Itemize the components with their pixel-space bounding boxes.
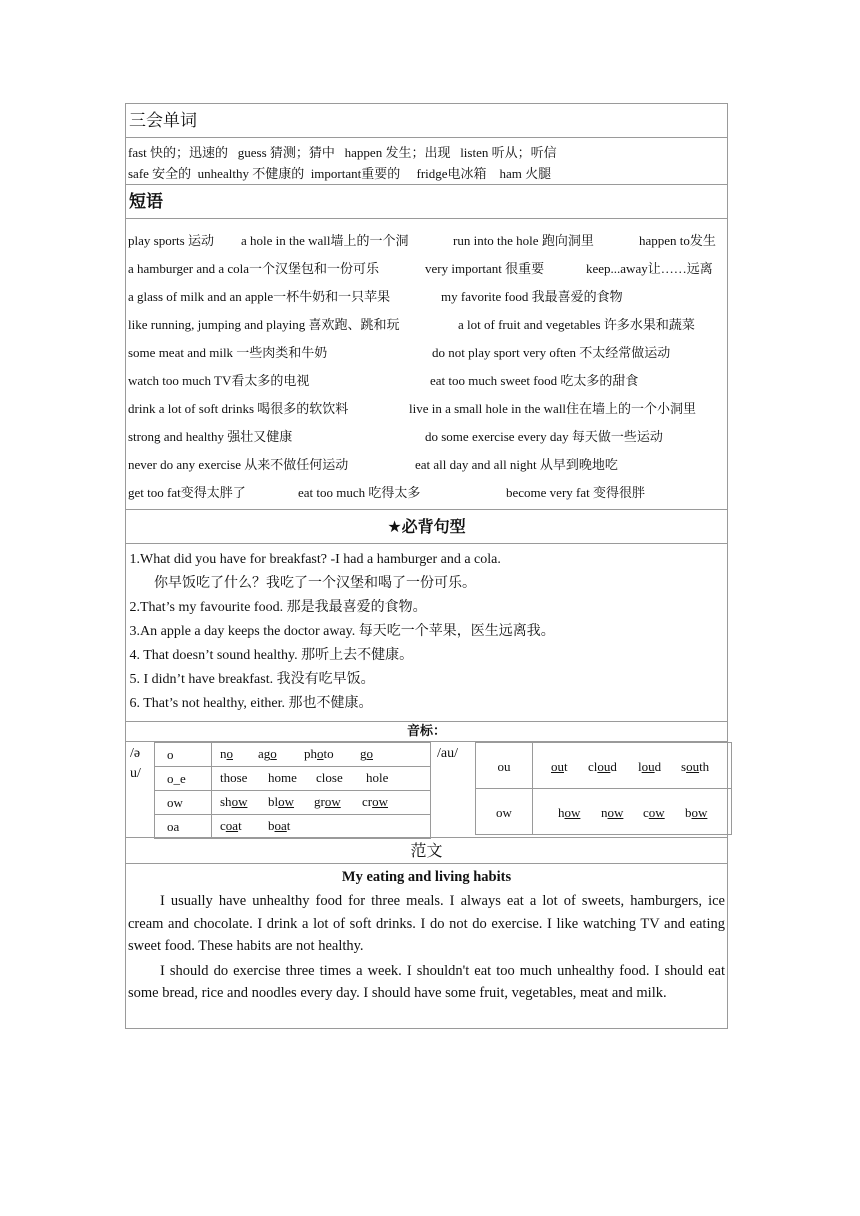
phrase-row [126, 311, 727, 339]
phonics-word-part: oa [274, 818, 287, 833]
phonics-word [551, 743, 568, 790]
phonics-words [532, 742, 732, 789]
phrase-item: eat too much 吃得太多 [298, 485, 421, 500]
phonics-word [681, 743, 709, 790]
phonics-word-part: ow [324, 794, 341, 809]
sentence-line: 1.What did you have for breakfast? -I had a hamburger and a cola. [126, 552, 501, 567]
phrase-item: very important 很重要 [425, 261, 545, 276]
phrase-item: eat too much sweet food 吃太多的甜食 [430, 373, 639, 388]
phonics-word-part: ow [564, 805, 581, 820]
phonics-word-part: s [681, 759, 687, 774]
phonics-word-part: ow [231, 794, 248, 809]
sentence-list [125, 543, 728, 721]
phonics-table [125, 741, 728, 837]
phonics-word-part: o [317, 746, 324, 761]
phrase-item: a lot of fruit and vegetables 许多水果和蔬菜 [458, 317, 695, 332]
phonics-word [220, 770, 247, 786]
phonics-sound-part: u/ [130, 766, 141, 781]
essay [125, 863, 728, 1029]
phonics-word [360, 746, 373, 762]
phrase-item: keep...away让……远离 [586, 261, 713, 276]
phonics-word-part: g [360, 746, 367, 761]
phonics-sound-au: /au/ [430, 742, 475, 838]
phonics-word [314, 794, 341, 810]
phrase-item: play sports 运动 [128, 233, 214, 248]
sentence-line: 5. I didn’t have breakfast. 我没有吃早饭。 [126, 672, 375, 687]
essay-title: My eating and living habits [341, 869, 512, 885]
phonics-word-part: d [654, 759, 662, 774]
phrase-row [126, 479, 727, 507]
phonics-word-part: sh [220, 794, 232, 809]
phonics-word-part: n [220, 746, 227, 761]
phonics-word-part: cr [362, 794, 373, 809]
phonics-word-part: ou [597, 759, 611, 774]
phonics-word-part: ow [648, 805, 665, 820]
phonics-word [601, 789, 623, 836]
essay-paragraph: I should do exercise three times a week. I shouldn't eat too much unhealthy food. I should eat some bread, rice and noodles every day. I should have some fruit, vegetables, meat and milk. [128, 962, 725, 1001]
phonics-word [268, 794, 294, 810]
phonics-word-part: oa [225, 818, 239, 833]
phonics-word-part: l [638, 759, 642, 774]
phrase-row [126, 255, 727, 283]
phrase-item: a hamburger and a cola一个汉堡包和一份可乐 [128, 261, 380, 276]
phonics-word-part: t [564, 759, 568, 774]
phonics-word-part: hole [366, 770, 389, 785]
phrase-item: become very fat 变得很胖 [506, 485, 645, 500]
phonics-word-part: ou [551, 759, 564, 774]
phrase-item: never do any exercise 从来不做任何运动 [128, 457, 349, 472]
phrase-item: happen to发生 [639, 233, 716, 248]
phrase-item: strong and healthy 强壮又健康 [128, 429, 293, 444]
vocab-line: fast 快的；迅速的 guess 猜测；猜中 happen 发生；出现 listen 听从；听信 [128, 145, 557, 160]
phonics-letters: oa [154, 814, 212, 839]
phonics-word-part: c [643, 805, 649, 820]
phrase-row [126, 367, 727, 395]
vocab-line: safe 安全的 unhealthy 不健康的 important重要的 fridge电冰箱 ham 火腿 [128, 166, 552, 181]
phrase-item: a glass of milk and an apple一杯牛奶和一只苹果 [128, 289, 391, 304]
phrase-item: watch too much TV看太多的电视 [128, 373, 310, 388]
phrase-item: live in a small hole in the wall住在墙上的一个小洞里 [409, 401, 697, 416]
phonics-words [532, 788, 732, 835]
phonics-word-part: ag [258, 746, 271, 761]
phonics-word-part: b [268, 818, 275, 833]
phonics-word-part: c [220, 818, 226, 833]
phonics-word-part: ou [686, 759, 700, 774]
phonics-word [220, 794, 247, 810]
phrase-row [126, 339, 727, 367]
phrase-item: my favorite food 我最喜爱的食物 [441, 289, 623, 304]
phrase-row [126, 227, 727, 255]
phonics-word-part: cl [588, 759, 598, 774]
phrase-item: drink a lot of soft drinks 喝很多的软饮料 [128, 401, 349, 416]
phonics-words [211, 814, 431, 839]
phonics-letters: ou [475, 742, 533, 789]
phrase-row [126, 395, 727, 423]
phrase-item: a hole in the wall墙上的一个洞 [241, 233, 409, 248]
phonics-word-part: ow [691, 805, 708, 820]
phonics-word-part: o [366, 746, 373, 761]
worksheet [125, 103, 728, 1029]
phrase-item: some meat and milk 一些肉类和牛奶 [128, 345, 328, 360]
phonics-word-part: ph [304, 746, 317, 761]
phonics-word [258, 746, 277, 762]
phonics-word-part: gr [314, 794, 325, 809]
phonics-sound-part: /ə [130, 746, 141, 761]
sentence-line: 6. That’s not healthy, either. 那也不健康。 [126, 696, 373, 711]
phrase-item: like running, jumping and playing 喜欢跑、跳和玩 [128, 317, 400, 332]
sentence-line: 你早饭吃了什么？我吃了一个汉堡和喝了一份可乐。 [126, 576, 476, 591]
phonics-word-part: bl [268, 794, 279, 809]
phonics-word-part: o [270, 746, 277, 761]
phonics-word [220, 818, 242, 834]
phonics-word-part: th [699, 759, 710, 774]
phonics-word-part: to [323, 746, 334, 761]
phrase-list [125, 218, 728, 509]
sentence-line: 2.That’s my favourite food. 那是我最喜爱的食物。 [126, 600, 427, 615]
phonics-word [638, 743, 661, 790]
phonics-words [211, 790, 431, 815]
essay-paragraph: I usually have unhealthy food for three meals. I always eat a lot of sweets, hamburgers, ice cream and chocolate. I drink a lot of soft drinks. I do not do exercise. I like watching TV and eating sweet food. These habits are not healthy. [128, 893, 725, 954]
phonics-word [588, 743, 617, 790]
phrase-item: run into the hole 跑向洞里 [453, 233, 594, 248]
phrase-item: eat all day and all night 从早到晚地吃 [415, 457, 618, 472]
phonics-word-part: those [220, 770, 248, 785]
phonics-letters: o [154, 742, 212, 767]
phonics-heading: 音标： [125, 721, 728, 741]
phonics-word [268, 818, 290, 834]
phonics-letters: ow [154, 790, 212, 815]
phrase-row [126, 283, 727, 311]
phonics-word [220, 746, 233, 762]
phonics-word [316, 770, 343, 786]
phonics-word-part: ow [372, 794, 388, 809]
vocab-list [125, 137, 728, 184]
phonics-word [366, 770, 388, 786]
phonics-word [268, 770, 297, 786]
phonics-words [211, 766, 431, 791]
phonics-word-part: home [268, 770, 297, 785]
phonics-word-part: h [558, 805, 565, 820]
phonics-word [643, 789, 665, 836]
phrase-item: do some exercise every day 每天做一些运动 [425, 429, 663, 444]
vocab-heading: 三会单词 [125, 103, 728, 137]
phonics-word-part: t [238, 818, 242, 833]
essay-heading: 范文 [125, 837, 728, 863]
sentence-line: 4. That doesn’t sound healthy. 那听上去不健康。 [126, 648, 414, 663]
phonics-letters: o_e [154, 766, 212, 791]
phonics-word-part: ow [607, 805, 624, 820]
phonics-word [304, 746, 334, 762]
phonics-word-part: close [316, 770, 343, 785]
phonics-word-part: n [601, 805, 608, 820]
phonics-word-part: d [610, 759, 617, 774]
phrase-row [126, 451, 727, 479]
phonics-word [558, 789, 580, 836]
phonics-words [211, 742, 431, 767]
phonics-word-part: t [286, 818, 291, 833]
phonics-word-part: o [226, 746, 233, 761]
phrase-item: get too fat变得太胖了 [128, 485, 246, 500]
sentence-line: 3.An apple a day keeps the doctor away. 每天吃一个苹果，医生远离我。 [126, 624, 555, 639]
phrases-heading: 短语 [125, 184, 728, 218]
phonics-word [685, 789, 707, 836]
phonics-sound-ou [130, 744, 154, 784]
phonics-word-part: b [685, 805, 692, 820]
phonics-word [362, 794, 388, 810]
phrase-row [126, 423, 727, 451]
sentences-heading: ★必背句型 [125, 509, 728, 543]
phonics-letters: ow [475, 788, 533, 835]
phonics-word-part: ou [641, 759, 655, 774]
phonics-word-part: ow [278, 794, 295, 809]
phrase-item: do not play sport very often 不太经常做运动 [432, 345, 671, 360]
